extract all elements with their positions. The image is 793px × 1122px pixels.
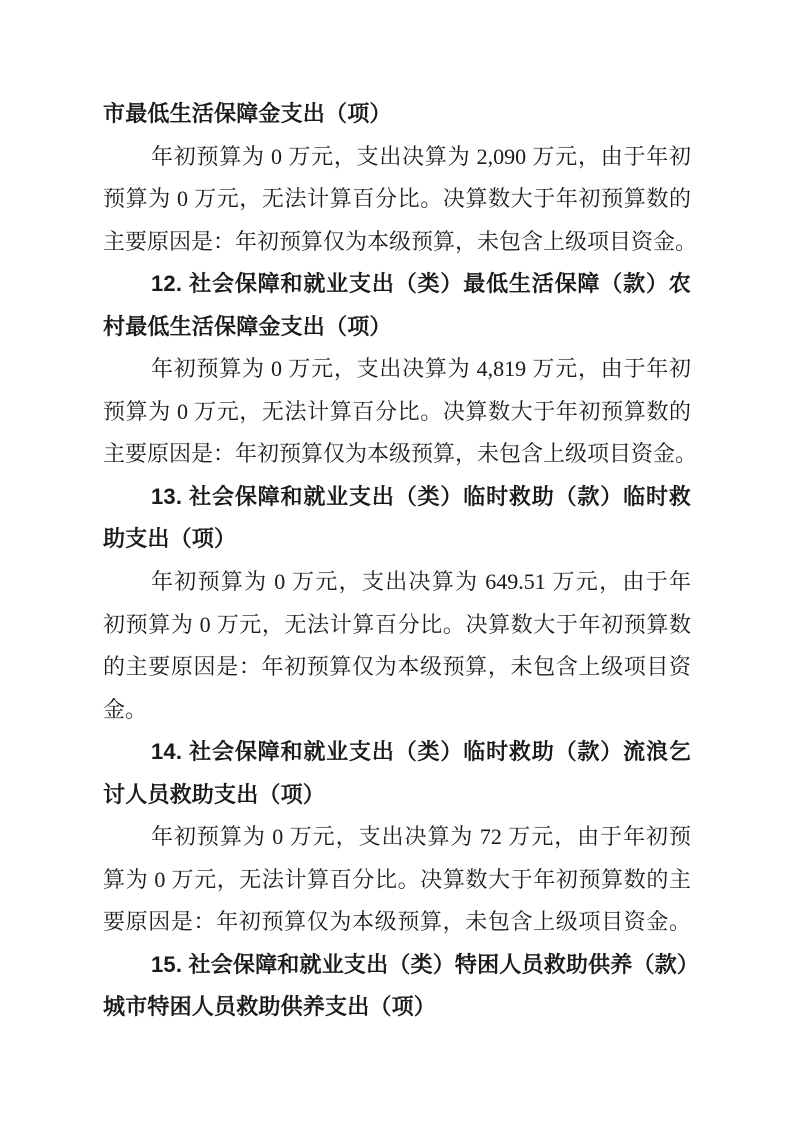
section-heading-line: 13. 社会保障和就业支出（类）临时救助（款）临时救 [151, 483, 691, 509]
paragraph-line: 初预算为 0 万元，无法计算百分比。决算数大于年初预算数 [103, 611, 691, 637]
document-content [103, 93, 700, 1029]
paragraph-line: 年初预算为 0 万元，支出决算为 2,090 万元，由于年初 [151, 143, 691, 169]
paragraph-line: 预算为 0 万元，无法计算百分比。决算数大于年初预算数的 [103, 398, 691, 424]
paragraph-line: 年初预算为 0 万元，支出决算为 72 万元，由于年初预 [151, 824, 691, 850]
paragraph-line: 主要原因是：年初预算仅为本级预算，未包含上级项目资金。 [103, 441, 698, 467]
section-heading-line: 讨人员救助支出（项） [103, 781, 326, 807]
section-heading-line: 14. 社会保障和就业支出（类）临时救助（款）流浪乞 [151, 739, 691, 765]
section-heading-line: 村最低生活保障金支出（项） [103, 313, 392, 339]
paragraph-line: 要原因是：年初预算仅为本级预算，未包含上级项目资金。 [103, 909, 691, 935]
paragraph-line: 的主要原因是：年初预算仅为本级预算，未包含上级项目资 [103, 654, 691, 680]
paragraph-line: 年初预算为 0 万元，支出决算为 4,819 万元，由于年初 [151, 356, 691, 382]
section-heading-line: 市最低生活保障金支出（项） [103, 101, 392, 126]
paragraph-line: 年初预算为 0 万元，支出决算为 649.51 万元，由于年 [151, 569, 691, 595]
paragraph-line: 金。 [103, 696, 148, 722]
section-heading-line: 15. 社会保障和就业支出（类）特困人员救助供养（款） [151, 951, 700, 977]
paragraph-line: 主要原因是：年初预算仅为本级预算，未包含上级项目资金。 [103, 228, 698, 254]
paragraph-line: 预算为 0 万元，无法计算百分比。决算数大于年初预算数的 [103, 186, 691, 212]
section-heading-line: 助支出（项） [103, 526, 237, 552]
section-heading-line: 城市特困人员救助供养支出（项） [103, 994, 437, 1020]
section-heading-line: 12. 社会保障和就业支出（类）最低生活保障（款）农 [151, 271, 691, 297]
paragraph-line: 算为 0 万元，无法计算百分比。决算数大于年初预算数的主 [103, 866, 691, 892]
